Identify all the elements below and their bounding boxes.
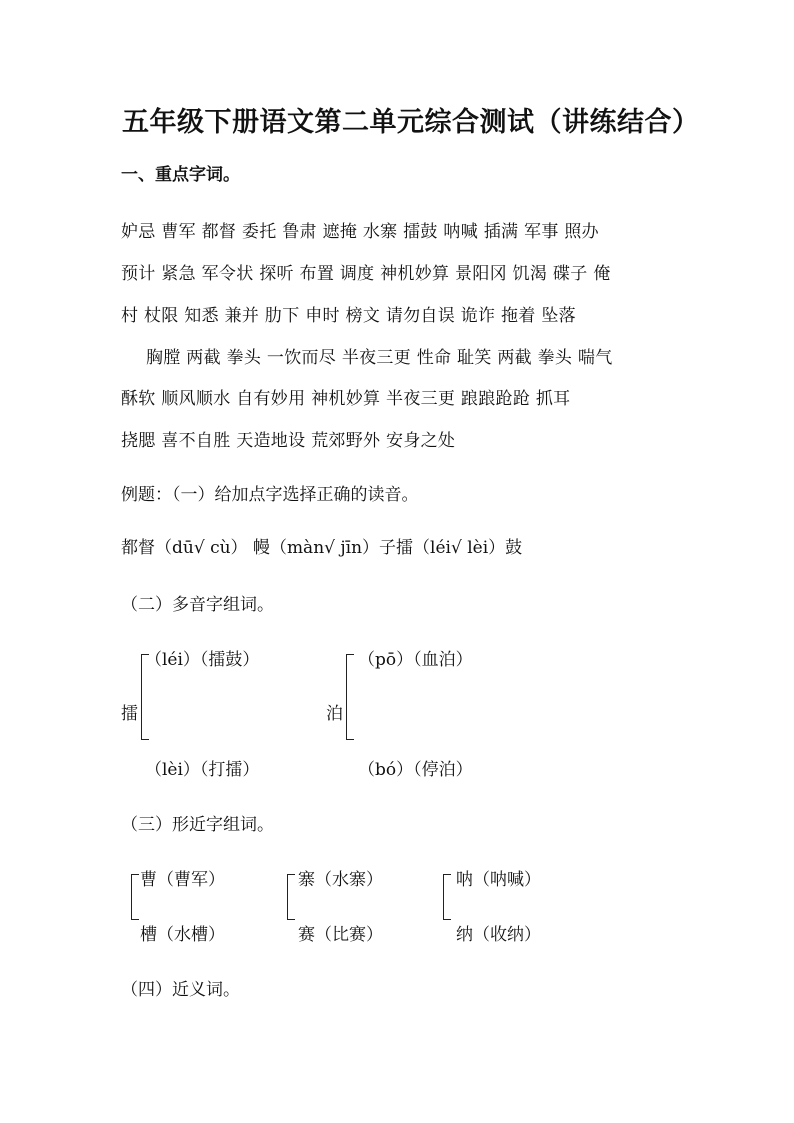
similar-2-bottom: 赛（比赛） [298, 925, 383, 945]
q2-heading: （二）多音字组词。 [121, 595, 274, 615]
brace-similar-2 [287, 874, 295, 920]
polyphone-2-char: 泊 [326, 704, 343, 724]
polyphone-1-bottom: （lèi）（打擂） [145, 760, 260, 780]
word-line-4: 胸膛 两截 拳头 一饮而尽 半夜三更 性命 耻笑 两截 拳头 喘气 [146, 348, 613, 368]
word-line-6: 挠腮 喜不自胜 天造地设 荒郊野外 安身之处 [121, 431, 456, 451]
word-line-2: 预计 紧急 军令状 探听 布置 调度 神机妙算 景阳冈 饥渴 碟子 俺 [121, 264, 611, 284]
example-heading: 例题：（一）给加点字选择正确的读音。 [121, 485, 419, 505]
polyphone-2-bottom: （bó）（停泊） [358, 760, 473, 780]
similar-3-bottom: 纳（收纳） [456, 925, 541, 945]
similar-1-bottom: 槽（水槽） [140, 925, 225, 945]
word-line-3: 村 杖限 知悉 兼并 肋下 申时 榜文 请勿自误 诡诈 拖着 坠落 [121, 306, 576, 326]
page-title: 五年级下册语文第二单元综合测试（讲练结合） [122, 107, 700, 138]
similar-2-top: 寨（水寨） [298, 870, 383, 890]
brace-similar-3 [443, 874, 451, 920]
polyphone-1-char: 擂 [121, 704, 138, 724]
section-heading-key-words: 一、重点字词。 [121, 165, 240, 185]
q3-heading: （三）形近字组词。 [121, 815, 274, 835]
example-pinyin-line: 都督（dū√ cù） 幔（màn√ jīn）子擂（léi√ lèi）鼓 [121, 538, 523, 558]
similar-3-top: 呐（呐喊） [456, 870, 541, 890]
word-line-1: 妒忌 曹军 都督 委托 鲁肃 遮掩 水寨 擂鼓 呐喊 插满 军事 照办 [121, 222, 599, 242]
similar-1-top: 曹（曹军） [140, 870, 225, 890]
polyphone-2-top: （pō）（血泊） [358, 650, 473, 670]
brace-polyphone-2 [346, 654, 354, 740]
q4-heading: （四）近义词。 [121, 980, 240, 1000]
polyphone-1-top: （léi）（擂鼓） [145, 650, 260, 670]
word-line-5: 酥软 顺风顺水 自有妙用 神机妙算 半夜三更 踉踉跄跄 抓耳 [121, 389, 571, 409]
brace-similar-1 [131, 874, 139, 920]
